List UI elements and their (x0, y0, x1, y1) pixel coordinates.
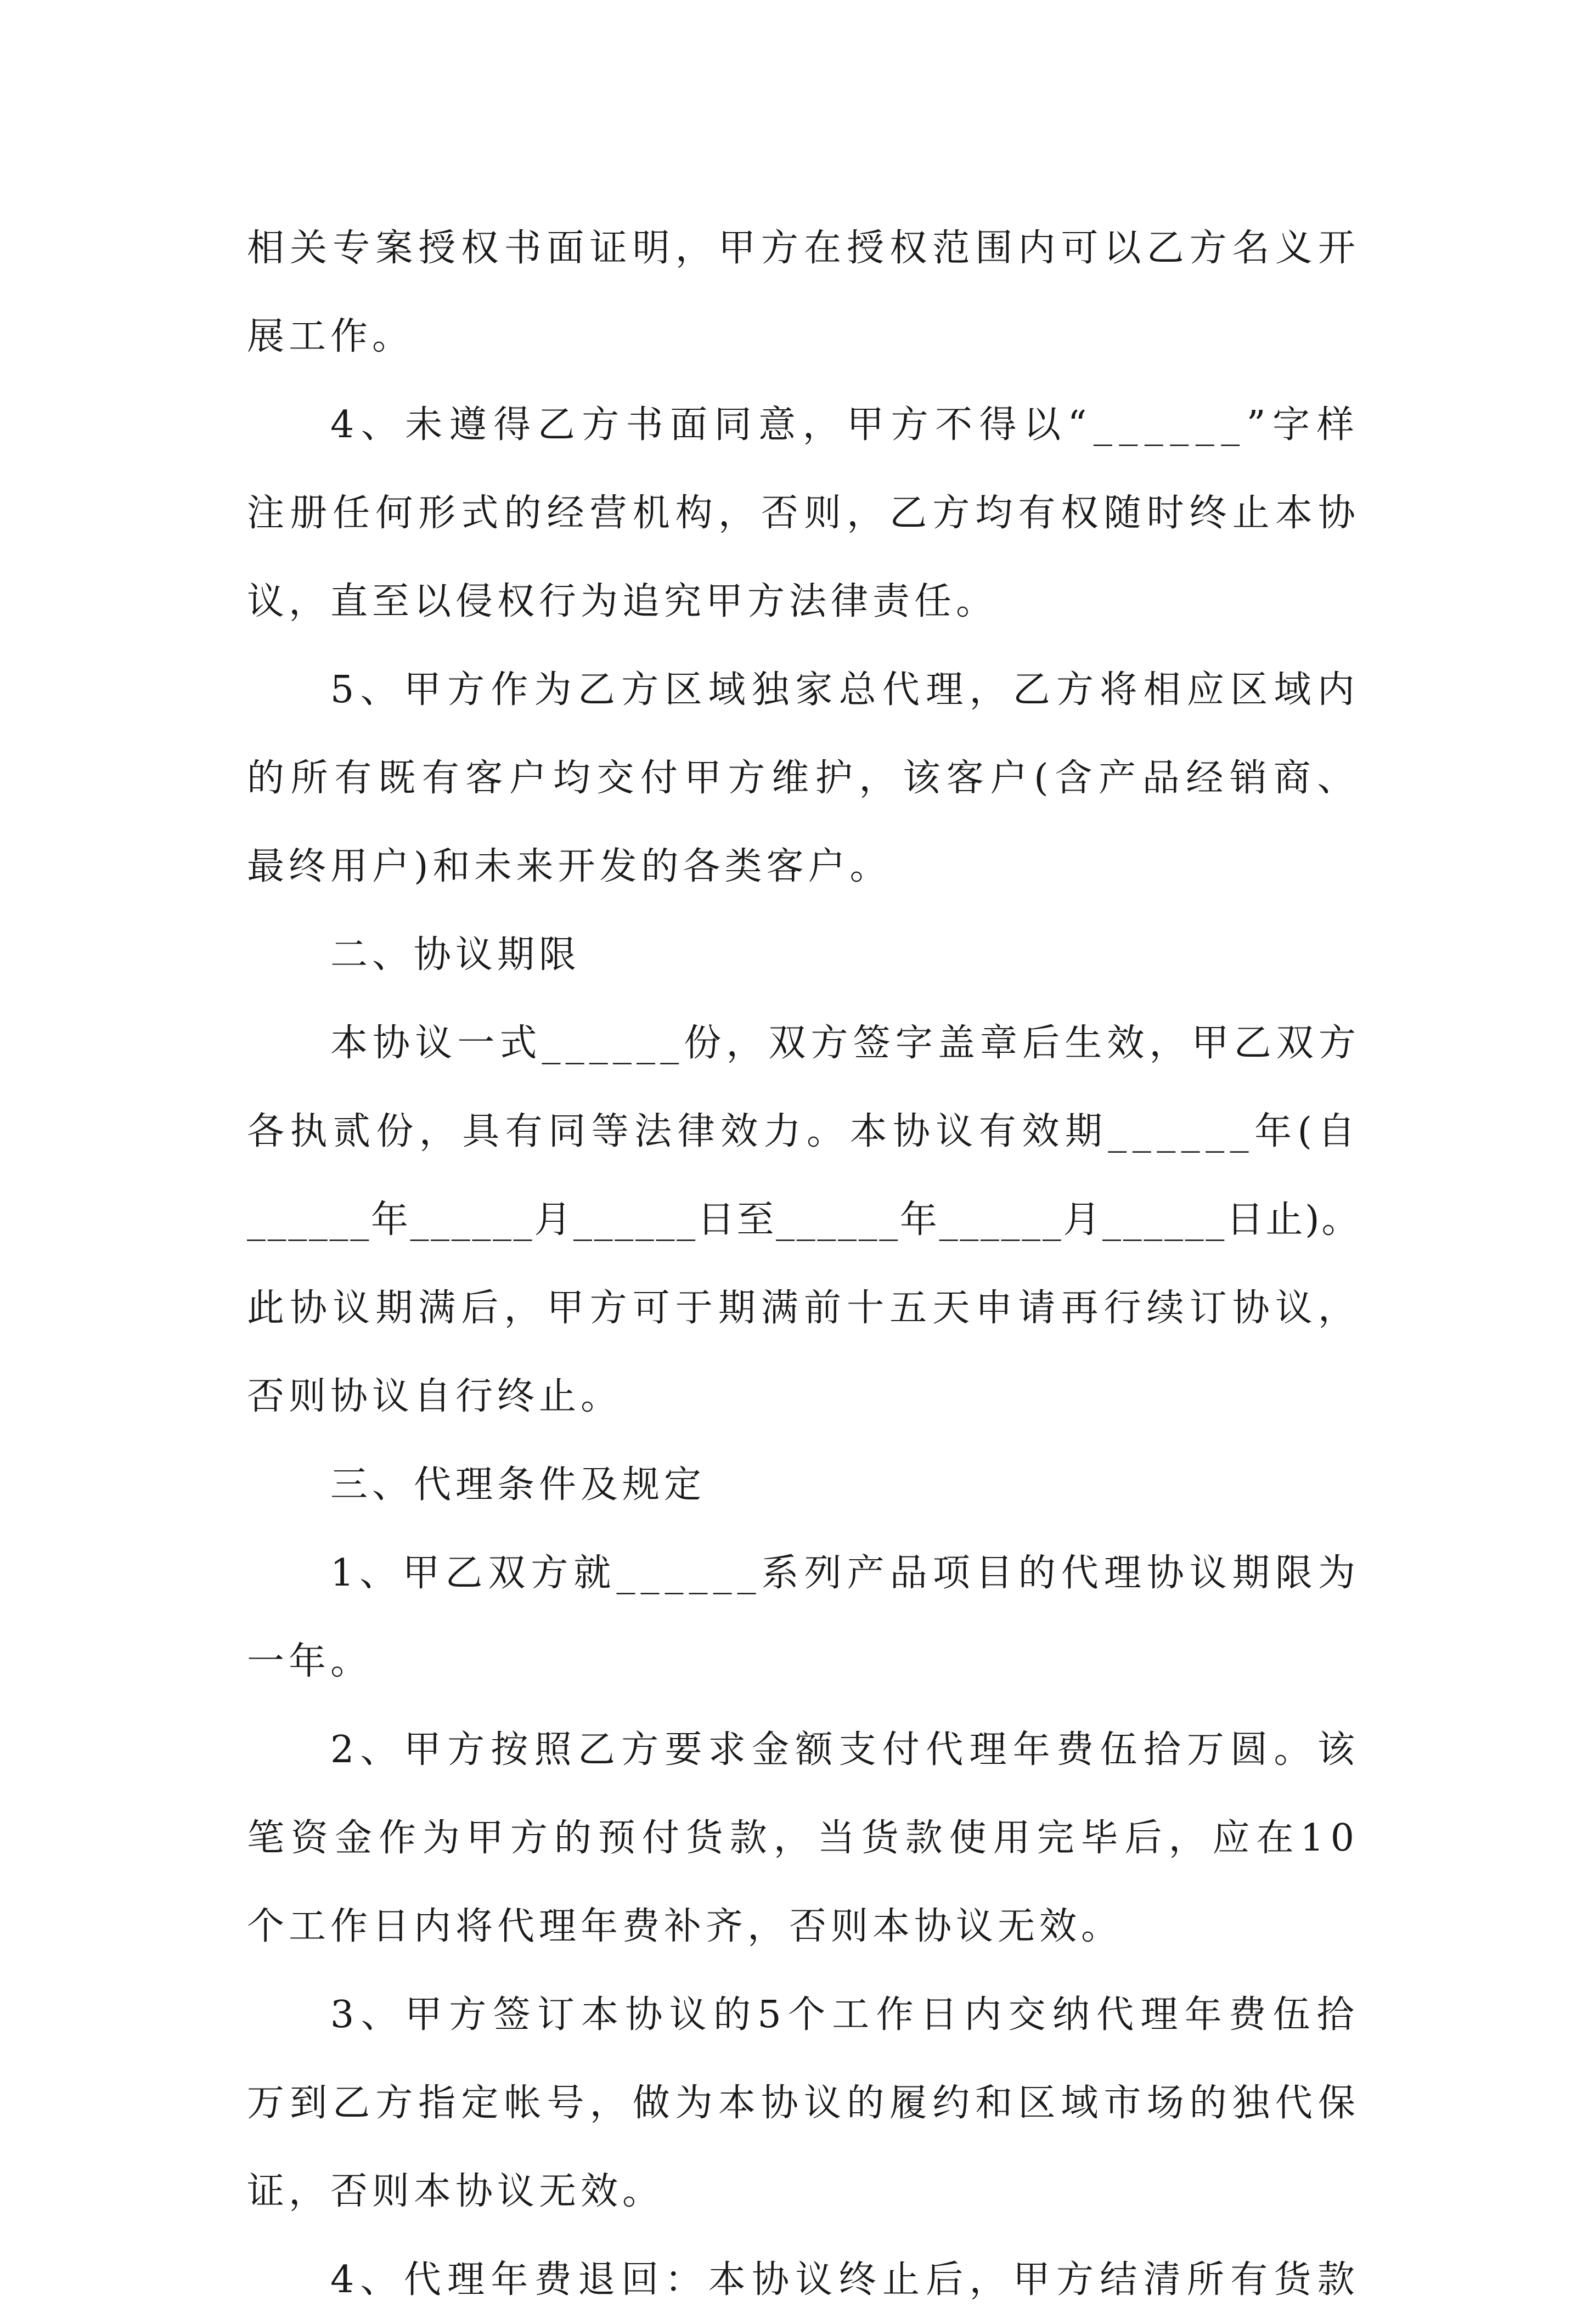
text-line: 各执贰份，具有同等法律效力。本协议有效期______年(自 (247, 1110, 1361, 1153)
text-line: 笔资金作为甲方的预付货款，当货款使用完毕后，应在10 (247, 1817, 1361, 1860)
text-line: 个工作日内将代理年费补齐，否则本协议无效。 (247, 1905, 1123, 1948)
text-line: 议，直至以侵权行为追究甲方法律责任。 (247, 580, 998, 623)
text-line: 相关专案授权书面证明，甲方在授权范围内可以乙方名义开 (247, 227, 1361, 270)
text-line: 最终用户)和未来开发的各类客户。 (247, 845, 892, 888)
text-line: 4、代理年费退回：本协议终止后，甲方结清所有货款 (330, 2258, 1361, 2302)
text-line: 否则协议自行终止。 (247, 1375, 623, 1418)
text-line: 的所有既有客户均交付甲方维护，该客户(含产品经销商、 (247, 757, 1361, 800)
text-line: 4、未遵得乙方书面同意，甲方不得以“______”字样 (330, 403, 1361, 447)
text-line: 3、甲方签订本协议的5个工作日内交纳代理年费伍拾 (330, 1993, 1361, 2037)
text-line: 2、甲方按照乙方要求金额支付代理年费伍拾万圆。该 (330, 1728, 1361, 1772)
text-line: 证，否则本协议无效。 (247, 2170, 665, 2213)
section-heading: 三、代理条件及规定 (330, 1463, 706, 1507)
text-line: 万到乙方指定帐号，做为本协议的履约和区域市场的独代保 (247, 2082, 1361, 2125)
text-line: 本协议一式______份，双方签字盖章后生效，甲乙双方 (330, 1022, 1361, 1065)
text-line: 一年。 (247, 1640, 373, 1683)
text-line: ______年______月______日至______年______月______日止)。 (247, 1198, 1361, 1242)
text-line: 5、甲方作为乙方区域独家总代理，乙方将相应区域内 (330, 668, 1361, 712)
text-line: 此协议期满后，甲方可于期满前十五天申请再行续订协议， (247, 1287, 1361, 1330)
section-heading: 二、协议期限 (330, 933, 581, 977)
text-line: 注册任何形式的经营机构，否则，乙方均有权随时终止本协 (247, 492, 1361, 535)
text-line: 1、甲乙双方就______系列产品项目的代理协议期限为 (330, 1552, 1361, 1595)
text-line: 展工作。 (247, 315, 414, 358)
document-body (247, 204, 1361, 2324)
